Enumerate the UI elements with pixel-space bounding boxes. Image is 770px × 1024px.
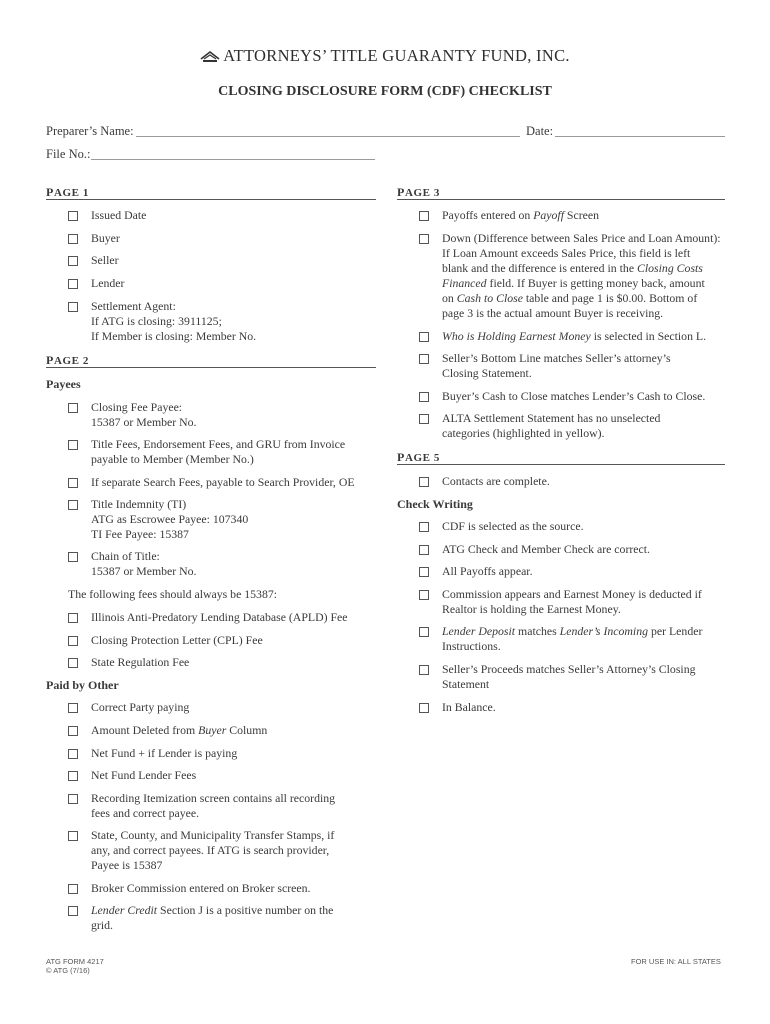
checkbox-buyer[interactable] <box>68 234 78 244</box>
checkbox-transfer-stamps[interactable] <box>68 831 78 841</box>
item-search-fees: If separate Search Fees, payable to Search Provider, OE <box>91 475 355 489</box>
checkbox-payoffs-entered[interactable] <box>419 211 429 221</box>
item-cdf-source: CDF is selected as the source. <box>442 519 584 533</box>
footer-form-number: ATG FORM 4217 <box>46 957 104 966</box>
page1-heading: PAGE 1 <box>46 185 90 199</box>
item-amount-deleted: Amount Deleted from Buyer Column <box>91 723 268 737</box>
preparer-name-field[interactable] <box>136 124 520 137</box>
checkbox-title-fees[interactable] <box>68 440 78 450</box>
item-seller: Seller <box>91 253 119 267</box>
checkbox-search-fees[interactable] <box>68 478 78 488</box>
checkbox-alta-statement[interactable] <box>419 414 429 424</box>
checkbox-all-payoffs[interactable] <box>419 567 429 577</box>
checkbox-issued-date[interactable] <box>68 211 78 221</box>
form-title: CLOSING DISCLOSURE FORM (CDF) CHECKLIST <box>218 84 552 99</box>
item-net-fund-lender-paying: Net Fund + if Lender is paying <box>91 746 238 760</box>
checkbox-earnest-money[interactable] <box>419 332 429 342</box>
checkbox-closing-fee-payee[interactable] <box>68 403 78 413</box>
item-earnest-money: Who is Holding Earnest Money is selected in Section L. <box>442 329 707 343</box>
check-writing-subheading: Check Writing <box>397 497 473 511</box>
item-lender: Lender <box>91 276 125 290</box>
item-title-indemnity: Title Indemnity (TI) ATG as Escrowee Payee: 107340 TI Fee Payee: 15387 <box>91 497 249 541</box>
checkbox-amount-deleted[interactable] <box>68 726 78 736</box>
item-title-fees: Title Fees, Endorsement Fees, and GRU from Invoice payable to Member (Member No.) <box>91 437 346 466</box>
item-buyers-cash-to-close: Buyer’s Cash to Close matches Lender’s Cash to Close. <box>442 389 706 403</box>
item-issued-date: Issued Date <box>91 208 147 222</box>
item-net-fund-lender-fees: Net Fund Lender Fees <box>91 768 197 782</box>
item-sellers-bottom-line: Seller’s Bottom Line matches Seller’s attorney’s Closing Statement. <box>442 351 671 380</box>
checkbox-lender-credit[interactable] <box>68 906 78 916</box>
checkbox-settlement-agent[interactable] <box>68 302 78 312</box>
checkbox-contacts-complete[interactable] <box>419 477 429 487</box>
item-lender-deposit: Lender Deposit matches Lender’s Incoming per Lender Instructions. <box>442 624 703 653</box>
file-no-field[interactable] <box>91 147 375 160</box>
checkbox-in-balance[interactable] <box>419 703 429 713</box>
item-chain-of-title: Chain of Title: 15387 or Member No. <box>91 549 197 578</box>
payees-subheading: Payees <box>46 377 81 391</box>
checkbox-down-difference[interactable] <box>419 234 429 244</box>
organization-name <box>0 46 770 66</box>
item-all-payoffs: All Payoffs appear. <box>442 564 533 578</box>
page5-rule <box>397 464 725 465</box>
checkbox-buyers-cash-to-close[interactable] <box>419 392 429 402</box>
item-payoffs-entered: Payoffs entered on Payoff Screen <box>442 208 600 222</box>
checkbox-apld-fee[interactable] <box>68 613 78 623</box>
checkbox-cdf-source[interactable] <box>419 522 429 532</box>
item-closing-fee-payee: Closing Fee Payee: 15387 or Member No. <box>91 400 197 429</box>
checkbox-recording-itemization[interactable] <box>68 794 78 804</box>
item-apld-fee: Illinois Anti-Predatory Lending Database (APLD) Fee <box>91 610 348 624</box>
item-down-difference: Down (Difference between Sales Price and Loan Amount): If Loan Amount exceeds Sales Price, this field is left blank and the difference is entered in the Closing Costs Financed field. If Buyer is getting money back, amount on Cash to Close table and page 1 is $0.00. Bottom of page 3 is the actual amount Buyer is receiving. <box>442 231 721 320</box>
item-commission-earnest: Commission appears and Earnest Money is deducted if Realtor is holding the Earnest Money. <box>442 587 702 616</box>
item-recording-itemization: Recording Itemization screen contains all recording fees and correct payee. <box>91 791 336 820</box>
item-atg-member-check: ATG Check and Member Check are correct. <box>442 542 650 556</box>
page2-rule <box>46 367 376 368</box>
footer-usage: FOR USE IN: ALL STATES <box>631 957 721 966</box>
checkbox-title-indemnity[interactable] <box>68 500 78 510</box>
item-transfer-stamps: State, County, and Municipality Transfer Stamps, if any, and correct payees. If ATG is search provider, Payee is 15387 <box>91 828 335 872</box>
checkbox-seller[interactable] <box>68 256 78 266</box>
item-cpl-fee: Closing Protection Letter (CPL) Fee <box>91 633 263 647</box>
page1-rule <box>46 199 376 200</box>
checkbox-net-fund-lender-paying[interactable] <box>68 749 78 759</box>
checkbox-sellers-proceeds[interactable] <box>419 665 429 675</box>
checkbox-state-regulation-fee[interactable] <box>68 658 78 668</box>
page3-rule <box>397 199 725 200</box>
item-alta-statement: ALTA Settlement Statement has no unselected categories (highlighted in yellow). <box>442 411 661 440</box>
item-contacts-complete: Contacts are complete. <box>442 474 550 488</box>
checkbox-broker-commission[interactable] <box>68 884 78 894</box>
item-lender-credit: Lender Credit Section J is a positive number on the grid. <box>91 903 334 932</box>
date-field[interactable] <box>555 124 725 137</box>
checkbox-correct-party[interactable] <box>68 703 78 713</box>
paid-by-other-subheading: Paid by Other <box>46 678 119 692</box>
item-buyer: Buyer <box>91 231 120 245</box>
date-label: Date: <box>526 124 554 138</box>
item-sellers-proceeds: Seller’s Proceeds matches Seller’s Attorney’s Closing Statement <box>442 662 696 691</box>
organization-name-text: ATTORNEYS’ TITLE GUARANTY FUND, INC. <box>223 46 570 65</box>
checkbox-commission-earnest[interactable] <box>419 590 429 600</box>
file-no-label: File No.: <box>46 147 91 161</box>
atg-logo-icon <box>200 50 220 64</box>
checkbox-sellers-bottom-line[interactable] <box>419 354 429 364</box>
checkbox-cpl-fee[interactable] <box>68 636 78 646</box>
preparer-name-label: Preparer’s Name: <box>46 124 134 138</box>
item-state-regulation-fee: State Regulation Fee <box>91 655 190 669</box>
fees-note: The following fees should always be 15387: <box>68 587 278 601</box>
checkbox-net-fund-lender-fees[interactable] <box>68 771 78 781</box>
page5-heading: PAGE 5 <box>397 450 441 464</box>
page3-heading: PAGE 3 <box>397 185 441 199</box>
footer-copyright: © ATG (7/16) <box>46 966 90 975</box>
item-broker-commission: Broker Commission entered on Broker screen. <box>91 881 311 895</box>
item-correct-party: Correct Party paying <box>91 700 190 714</box>
item-in-balance: In Balance. <box>442 700 496 714</box>
item-settlement-agent: Settlement Agent: If ATG is closing: 3911125; If Member is closing: Member No. <box>91 299 257 343</box>
checkbox-chain-of-title[interactable] <box>68 552 78 562</box>
checkbox-lender[interactable] <box>68 279 78 289</box>
checkbox-atg-member-check[interactable] <box>419 545 429 555</box>
page2-heading: PAGE 2 <box>46 353 90 367</box>
checkbox-lender-deposit[interactable] <box>419 627 429 637</box>
